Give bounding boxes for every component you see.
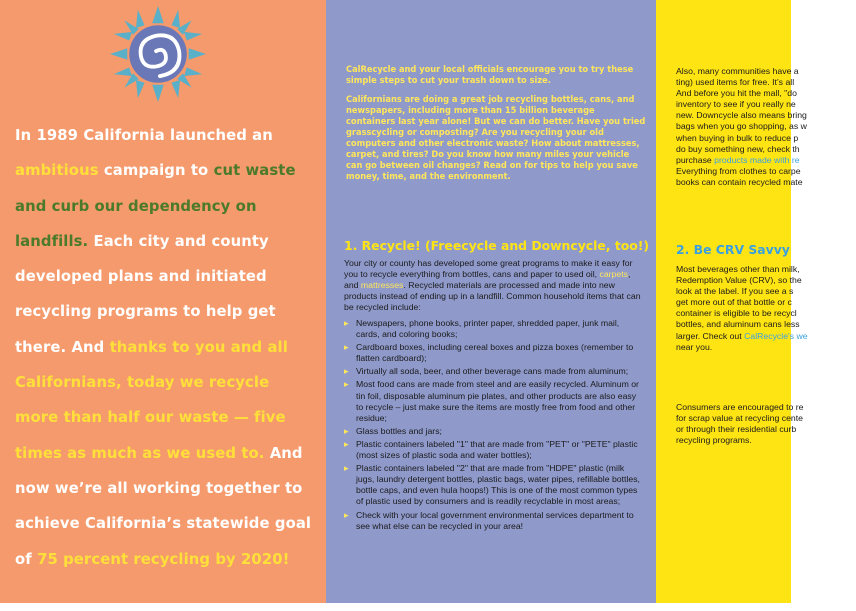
crv-section-title: 2. Be CRV Savvy xyxy=(676,242,790,257)
mattresses-link[interactable]: mattresses xyxy=(360,280,404,291)
text-line xyxy=(676,155,856,166)
recycle-section-title: 1. Recycle! (Freecycle and Downcycle, too!) xyxy=(344,238,650,253)
crv-text xyxy=(676,264,856,353)
downcycle-text xyxy=(676,66,856,188)
text-line: Consumers are encouraged to re xyxy=(676,402,804,412)
intro-highlight-ambitious: ambitious xyxy=(15,162,99,180)
text-line: Most beverages other than milk, xyxy=(676,264,800,274)
list-item: ▸ Plastic containers labeled "2" that are made from "HDPE" plastic (milk jugs, laundry detergent bottles, plastic bags, water pipes, refillable bottles, bottle caps, and even hula hoops!) This is one of the most common types of plastic used by consumers and is readily recyclable in most areas; xyxy=(344,463,644,507)
calrecycle-website-link[interactable]: CalRecycle's we xyxy=(744,330,808,341)
list-item: ▸ Plastic containers labeled "1" that are made from "PET" or "PETE" plastic (most sizes of plastic soda and water bottles); xyxy=(344,439,644,461)
intro-text-4: And now we’re all working together to achieve California’s statewide goal of xyxy=(15,444,312,568)
list-item: ▸ Virtually all soda, beer, and other beverage cans made from aluminum; xyxy=(344,366,644,377)
recycled-products-link[interactable]: products made with re xyxy=(714,154,800,165)
text-line: look at the label. If you see a s xyxy=(676,286,794,297)
recycle-text-b: , and xyxy=(344,269,631,291)
list-item: ▸ Cardboard boxes, including cereal boxes and pizza boxes (remember to flatten cardboard); xyxy=(344,342,644,364)
intro-panel xyxy=(0,0,326,603)
intro-highlight-thanks: thanks to you and all Californians, today we recycle more than half our waste — five times as much as we used to. xyxy=(15,338,288,462)
text-line: And before you hit the mall, "do xyxy=(676,88,797,99)
crv-panel xyxy=(656,0,808,603)
recycle-paragraph xyxy=(344,258,644,313)
text-line: Everything from clothes to carpe xyxy=(676,165,801,176)
text-line: recycling programs. xyxy=(676,435,752,446)
text-line: get more out of that bottle or c xyxy=(676,297,792,308)
recycle-text-a: Your city or county has developed some great programs to make it easy for you to recycle everything from bottles, cans and paper to used oil, xyxy=(344,258,633,280)
text-line: when buying in bulk to reduce p xyxy=(676,132,799,143)
recycle-text-c: . Recycled materials are processed and made into new products instead of ending up in a landfill. Common household items that can be recycled include: xyxy=(344,280,641,313)
text-line-prefix: purchase xyxy=(676,154,715,165)
consumer-text xyxy=(676,402,856,446)
text-line: or through their residential curb xyxy=(676,424,797,435)
list-item: ▸ Glass bottles and jars; xyxy=(344,426,644,437)
text-line: Redemption Value (CRV), so the xyxy=(676,275,802,286)
text-line: for scrap value at recycling cente xyxy=(676,413,803,424)
recycle-panel xyxy=(326,0,656,603)
text-line-prefix: larger. Check out xyxy=(676,330,745,341)
list-item: ▸ Check with your local government environmental services department to see what else can be recycled in your area! xyxy=(344,510,644,532)
sun-spiral-icon xyxy=(110,6,206,102)
tips-paragraph-1: CalRecycle and your local officials encourage you to try these simple steps to cut your trash down to size. xyxy=(346,64,634,86)
text-line: bottles, and aluminum cans less xyxy=(676,319,800,330)
intro-paragraph xyxy=(15,118,315,577)
list-item: ▸ Newspapers, phone books, printer paper, shredded paper, junk mail, cards, and coloring books; xyxy=(344,318,644,340)
intro-text-2: campaign to xyxy=(98,162,214,180)
text-line: ting) used items for free. It’s all xyxy=(676,77,795,88)
text-line: new. Downcycle also means bring xyxy=(676,110,807,121)
intro-text-3: Each city and county developed plans and initiated recycling programs to help get there. And xyxy=(15,232,276,356)
intro-text-1: In 1989 California launched an xyxy=(15,127,273,144)
text-line: inventory to see if you really ne xyxy=(676,99,796,110)
text-line: books can contain recycled mate xyxy=(676,176,803,187)
intro-highlight-landfills: cut waste and curb our dependency on landfills. xyxy=(15,162,296,250)
text-line xyxy=(676,331,856,342)
list-item: ▸ Most food cans are made from steel and are easily recycled. Aluminum or tin foil, disposable aluminum pie plates, and other products are also easy to recycle – just make sure the items are mostly free from food and other residue; xyxy=(344,379,644,423)
carpets-link[interactable]: carpets xyxy=(599,269,628,280)
text-line: near you. xyxy=(676,341,713,352)
text-line: container is eligible to be recycl xyxy=(676,308,797,319)
tips-intro xyxy=(346,64,646,190)
intro-highlight-goal: 75 percent recycling by 2020! xyxy=(37,550,290,568)
recycle-body xyxy=(344,258,644,316)
text-line: Also, many communities have a xyxy=(676,66,799,76)
tips-paragraph-2: Californians are doing a great job recycling bottles, cans, and newspapers, including more than 15 billion beverage containers last year alone! But we can do better. Have you tried grasscycling or composting? Are you recycling your old computers and other electronic waste? How about mattresses, carpet, and tires? Do you know how many miles your vehicle can go between oil changes? Read on for tips to help you save money, time, and the environment. xyxy=(346,94,646,182)
recyclable-items-list xyxy=(344,318,644,534)
text-line: do buy something new, check th xyxy=(676,143,800,154)
text-line: bags when you go shopping, as w xyxy=(676,121,807,132)
